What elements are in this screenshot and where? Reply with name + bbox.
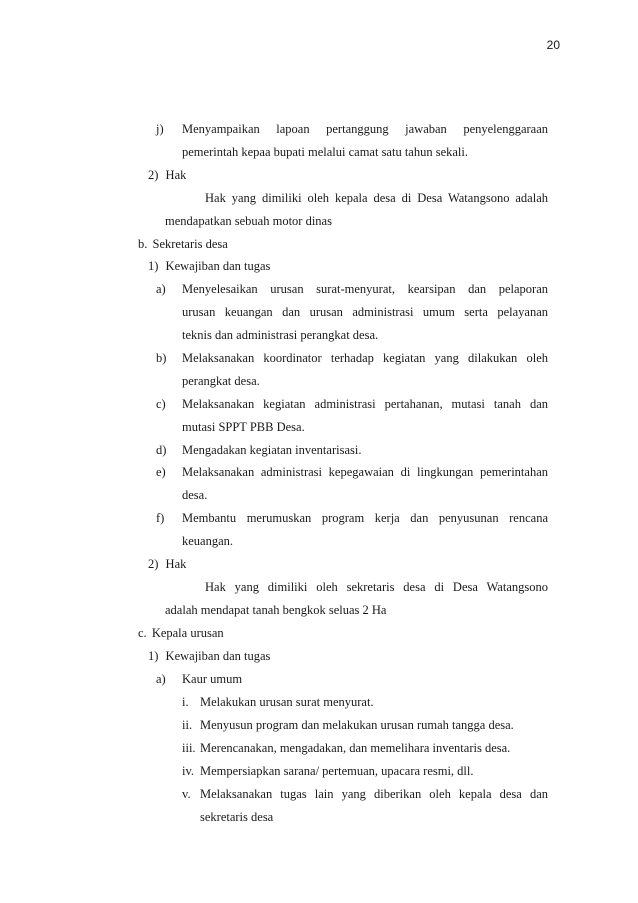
item-label: f) [156, 511, 165, 525]
item-text: Melakukan urusan surat menyurat. [200, 695, 374, 709]
item-text: Melaksanakan koordinator terhadap kegiatan yang dilakukan oleh [182, 351, 548, 365]
page-number: 20 [546, 38, 560, 52]
item-label: a) [156, 282, 166, 296]
item-label: iv. [182, 764, 195, 778]
item-text: Mempersiapkan sarana/ pertemuan, upacara resmi, dll. [200, 764, 474, 778]
item-label: c. [138, 626, 147, 640]
list-item [148, 649, 270, 663]
item-label: iii. [182, 741, 196, 755]
paragraph-line: Hak yang dimiliki oleh sekretaris desa di Desa Watangsono [205, 580, 548, 594]
item-label: e) [156, 465, 166, 479]
item-text: Hak [165, 557, 187, 571]
item-text: Merencanakan, mengadakan, dan memelihara inventaris desa. [200, 741, 511, 755]
item-label: j) [156, 122, 164, 136]
item-label: b) [156, 351, 167, 365]
item-label: 2) [148, 168, 159, 182]
item-label: 1) [148, 649, 159, 663]
item-text: Membantu merumuskan program kerja dan penyusunan rencana [182, 511, 548, 525]
item-label: b. [138, 237, 148, 251]
item-text: Kewajiban dan tugas [165, 259, 271, 273]
item-text: Kewajiban dan tugas [165, 649, 271, 663]
item-text: Menyusun program dan melakukan urusan rumah tangga desa. [200, 718, 514, 732]
item-label: c) [156, 397, 166, 411]
item-text: keuangan. [182, 534, 234, 548]
item-label: ii. [182, 718, 193, 732]
item-text: desa. [182, 488, 208, 502]
item-text: pemerintah kepaa bupati melalui camat satu tahun sekali. [182, 145, 469, 159]
item-label: 1) [148, 259, 159, 273]
list-item [148, 259, 270, 273]
paragraph-line: Hak yang dimiliki oleh kepala desa di Desa Watangsono adalah [205, 191, 548, 205]
item-text: Menyampaikan lapoan pertanggung jawaban penyelenggaraan [182, 122, 548, 136]
item-text: teknis dan administrasi perangkat desa. [182, 328, 379, 342]
item-label: i. [182, 695, 189, 709]
item-text: Hak [165, 168, 187, 182]
section-heading [138, 237, 228, 251]
item-text: Kepala urusan [151, 626, 224, 640]
item-text: sekretaris desa [200, 810, 274, 824]
item-text: Melaksanakan tugas lain yang diberikan oleh kepala desa dan [200, 787, 548, 801]
item-text: Sekretaris desa [152, 237, 228, 251]
item-label: v. [182, 787, 191, 801]
item-text: Mengadakan kegiatan inventarisasi. [182, 443, 362, 457]
item-text: mutasi SPPT PBB Desa. [182, 420, 305, 434]
item-label: d) [156, 443, 167, 457]
item-text: urusan keuangan dan urusan administrasi umum serta pelayanan [182, 305, 548, 319]
list-item [148, 557, 186, 571]
item-text: Menyelesaikan urusan surat-menyurat, kearsipan dan pelaporan [182, 282, 548, 296]
section-heading [138, 626, 224, 640]
list-item [148, 168, 186, 182]
item-text: perangkat desa. [182, 374, 260, 388]
item-label: 2) [148, 557, 159, 571]
item-text: Melaksanakan administrasi kepegawaian di lingkungan pemerintahan [182, 465, 548, 479]
paragraph-line: mendapatkan sebuah motor dinas [165, 214, 332, 228]
item-text: Melaksanakan kegiatan administrasi pertahanan, mutasi tanah dan [182, 397, 548, 411]
item-text: Kaur umum [182, 672, 243, 686]
paragraph-line: adalah mendapat tanah bengkok seluas 2 Ha [165, 603, 387, 617]
item-label: a) [156, 672, 166, 686]
